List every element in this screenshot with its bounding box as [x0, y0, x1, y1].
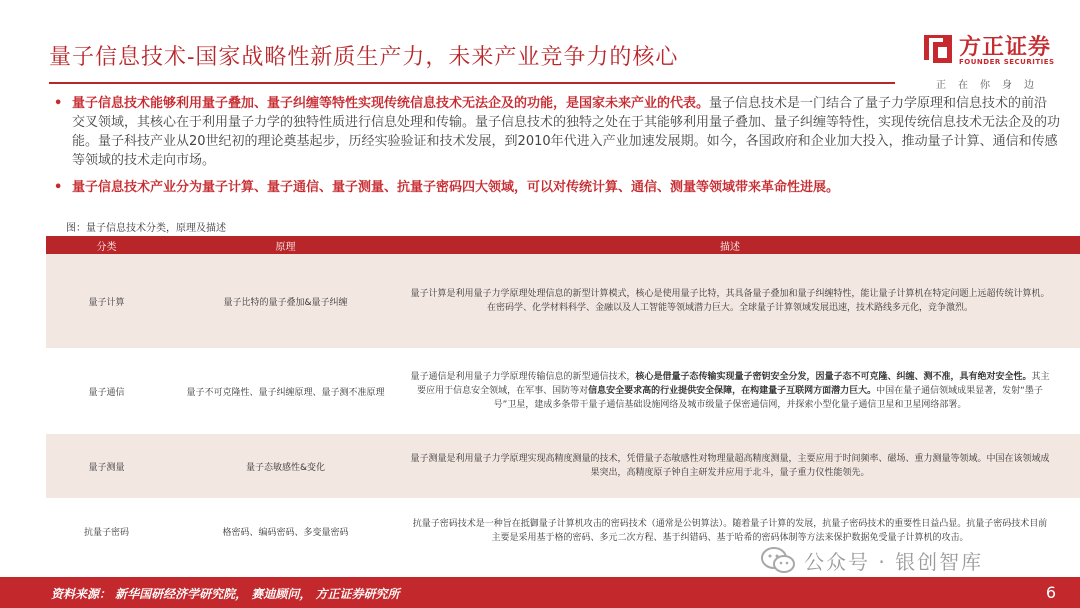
bullet-item [50, 178, 1060, 197]
classification-table [46, 236, 1080, 564]
desc-text: 其主要应用于信息安全领域，在军事、国防等对 [417, 372, 1050, 396]
title-divider [49, 82, 895, 84]
table-row [46, 254, 1080, 348]
cell-principle: 格密码、编码密码、多变量密码 [222, 527, 349, 538]
wechat-watermark [760, 545, 983, 575]
table-header [46, 236, 1080, 254]
header-principle: 原理 [275, 241, 296, 253]
desc-text: 中国在量子通信领域成果显著，发射“墨子号”卫星，建成多条带干量子通信基础设施网络及城市级量子保密通信网，并探索小型化量子通信卫星和卫星网络部署。 [493, 386, 1043, 410]
table-row [46, 434, 1080, 498]
header-description: 描述 [720, 241, 740, 253]
desc-text: 量子测量是利用量子力学原理实现高精度测量的技术，凭借量子态敏感性对物理量超高精度测量，主要应用于时间频率、磁场、重力测量等领域。中国在该领域成果突出，高精度原子钟自主研发并应用于北斗，量子重力仪性能领先。 [410, 454, 1050, 478]
desc-text: 量子通信是利用量子力学原理传输信息的新型通信技术， [410, 372, 636, 382]
cell-description [404, 287, 1080, 315]
watermark-text: 公众号 · 银创智库 [804, 549, 984, 574]
desc-text: 量子计算是利用量子力学原理处理信息的新型计算模式，核心是使用量子比特，其具备量子叠加和量子纠缠特性，能让量子计算机在特定问题上远超传统计算机。在密码学、化学材料科学、金融以及人工智能等领域潜力巨大。全球量子计算领域发展迅速，技术路线多元化，竞争激烈。 [410, 289, 1050, 313]
figure-caption: 图：量子信息技术分类，原理及描述 [66, 223, 226, 234]
cell-category: 抗量子密码 [83, 527, 129, 538]
bullet-body: 量子信息技术是一门结合了量子力学原理和信息技术的前沿交叉领域，其核心在于利用量子力学的独特性质进行信息处理和传输。量子信息技术的独特之处在于其能够利用量子叠加、量子纠缠等特性，实现传统信息技术无法企及的功能。量子科技产业从20世纪初的理论奠基起步，历经实验验证和技术发展，到2010年代进入产业加速发展期。如今，各国政府和企业加大投入，推动量子计算、通信和传感等领域的技术走向市场。 [72, 96, 1061, 168]
cell-description [404, 452, 1080, 480]
header-category: 分类 [96, 241, 117, 253]
page-number: 6 [1045, 583, 1056, 602]
cell-principle: 量子不可克隆性、量子纠缠原理、量子测不准原理 [186, 387, 385, 398]
bullet-item [50, 94, 1060, 170]
founder-securities-logo [921, 30, 1061, 90]
table-row [46, 348, 1080, 434]
founder-logo-icon [921, 32, 955, 66]
footer-bar [0, 577, 1080, 608]
logo-slogan: 正在你身边 [936, 80, 1046, 91]
desc-text: 抗量子密码技术是一种旨在抵御量子计算机攻击的密码技术（通常是公钥算法）。随着量子计算的发展，抗量子密码技术的重要性日益凸显。抗量子密码技术目前主要是采用基于格的密码、多元二次方程、基于纠错码、基于哈希的密码体制等方法来保护数据免受量子计算机的攻击。 [412, 519, 1048, 543]
cell-category: 量子测量 [88, 462, 125, 473]
desc-bold: 信息安全要求高的行业提供安全保障，在构建量子互联网方面潜力巨大。 [588, 386, 877, 396]
wechat-icon [760, 545, 796, 575]
bullet-lead: 量子信息技术产业分为量子计算、量子通信、量子测量、抗量子密码四大领域，可以对传统计算、通信、测量等领域带来革命性进展。 [72, 180, 840, 195]
bullet-dot-icon: • [54, 96, 63, 111]
cell-principle: 量子比特的量子叠加&量子纠缠 [223, 297, 348, 308]
cell-description [404, 517, 1080, 545]
cell-principle: 量子态敏感性&变化 [245, 462, 326, 473]
bullet-list [50, 94, 1060, 197]
page-title: 量子信息技术-国家战略性新质生产力，未来产业竞争力的核心 [49, 45, 679, 70]
desc-bold: 核心是借量子态传输实现量子密钥安全分发，因量子态不可克隆、纠缠、测不准，具有绝对安全性。 [635, 372, 1032, 382]
bullet-lead: 量子信息技术能够利用量子叠加、量子纠缠等特性实现传统信息技术无法企及的功能，是国家未来产业的代表。 [72, 96, 710, 111]
cell-category: 量子通信 [88, 387, 125, 398]
bullet-dot-icon: • [54, 180, 63, 195]
cell-description [404, 370, 1080, 412]
cell-category: 量子计算 [88, 297, 125, 308]
source-note: 资料来源： 新华国研经济学研究院， 赛迪顾问， 方正证券研究所 [51, 587, 400, 601]
logo-chinese-name: 方正证券 [959, 35, 1052, 60]
logo-english-name: FOUNDER SECURITIES [959, 58, 1055, 66]
